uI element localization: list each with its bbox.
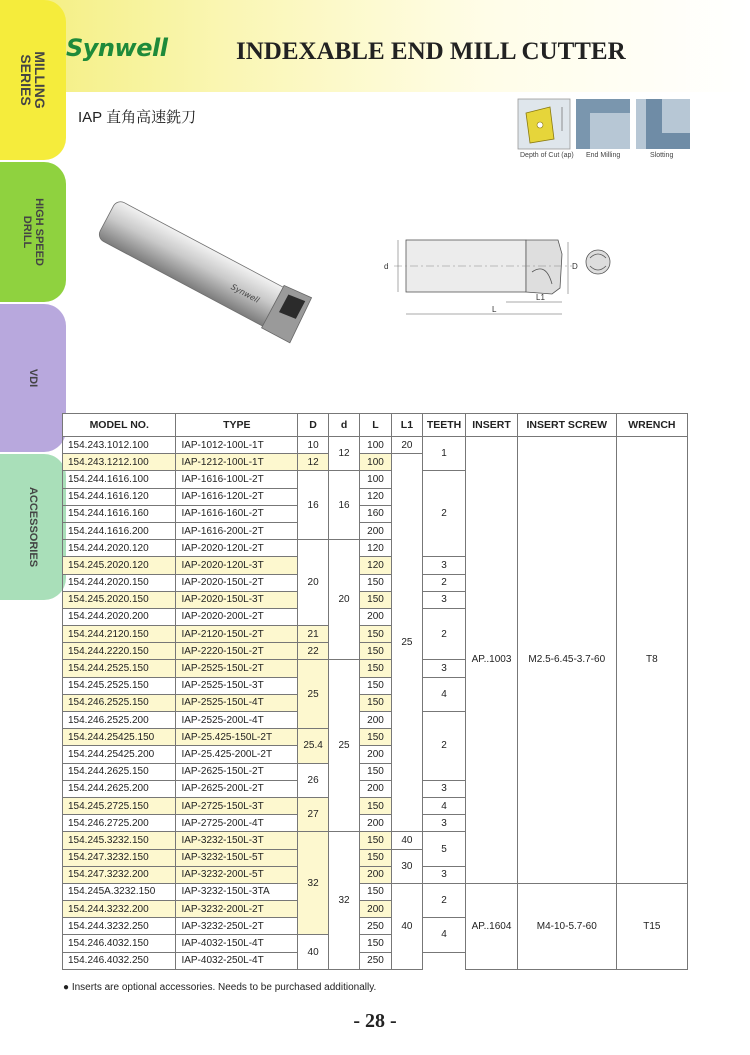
length-cell: 150	[360, 849, 392, 866]
type-cell: IAP-2020-150L-3T	[176, 591, 298, 608]
type-cell: IAP-1616-160L-2T	[176, 505, 298, 522]
model-cell: 154.246.4032.250	[63, 952, 176, 969]
model-cell: 154.246.2725.200	[63, 815, 176, 832]
model-cell: 154.244.2525.150	[63, 660, 176, 677]
length-cell: 120	[360, 557, 392, 574]
teeth-cell: 3	[422, 591, 465, 608]
L1-cell: 30	[391, 849, 422, 883]
length-cell: 200	[360, 712, 392, 729]
table-row	[63, 883, 688, 900]
page-title: INDEXABLE END MILL CUTTER	[236, 38, 626, 65]
L1-cell: 40	[391, 883, 422, 969]
length-cell: 250	[360, 918, 392, 935]
tool-shank	[97, 199, 294, 332]
model-cell: 154.244.2020.200	[63, 608, 176, 625]
length-cell: 150	[360, 883, 392, 900]
d-cell: 12	[329, 437, 360, 471]
header-D: D	[298, 414, 329, 437]
header-d: d	[329, 414, 360, 437]
type-cell: IAP-2525-150L-3T	[176, 677, 298, 694]
type-cell: IAP-2525-150L-2T	[176, 660, 298, 677]
model-cell: 154.244.2625.200	[63, 780, 176, 797]
type-cell: IAP-2725-200L-4T	[176, 815, 298, 832]
type-cell: IAP-2525-150L-4T	[176, 694, 298, 711]
type-cell: IAP-25.425-200L-2T	[176, 746, 298, 763]
table-body	[63, 437, 688, 970]
length-cell: 150	[360, 677, 392, 694]
D-cell: 32	[298, 832, 329, 935]
page-number: - 28 -	[353, 1010, 397, 1032]
footnote: ● Inserts are optional accessories. Needs to be purchased additionally.	[63, 982, 377, 993]
type-cell: IAP-2725-150L-3T	[176, 797, 298, 814]
D-cell: 20	[298, 540, 329, 626]
length-cell: 100	[360, 454, 392, 471]
type-cell: IAP-2020-200L-2T	[176, 608, 298, 625]
tab-vdi[interactable]	[0, 304, 66, 452]
model-cell: 154.245.2020.150	[63, 591, 176, 608]
model-cell: 154.245.2525.150	[63, 677, 176, 694]
type-cell: IAP-2120-150L-2T	[176, 626, 298, 643]
D-cell: 10	[298, 437, 329, 454]
length-cell: 150	[360, 832, 392, 849]
type-cell: IAP-4032-150L-4T	[176, 935, 298, 952]
type-cell: IAP-2020-120L-3T	[176, 557, 298, 574]
model-cell: 154.246.2525.200	[63, 712, 176, 729]
model-cell: 154.244.2020.150	[63, 574, 176, 591]
D-cell: 16	[298, 471, 329, 540]
L1-cell: 40	[391, 832, 422, 849]
teeth-cell: 4	[422, 677, 465, 711]
model-cell: 154.244.1616.200	[63, 522, 176, 539]
model-cell: 154.243.1012.100	[63, 437, 176, 454]
header-type: TYPE	[176, 414, 298, 437]
model-cell: 154.244.1616.100	[63, 471, 176, 488]
D-cell: 40	[298, 935, 329, 969]
screw-cell: M2.5-6.45-3.7-60	[517, 437, 616, 884]
teeth-cell: 5	[422, 832, 465, 866]
label-L1: L1	[536, 293, 545, 302]
model-cell: 154.247.3232.150	[63, 849, 176, 866]
teeth-cell: 2	[422, 608, 465, 660]
model-cell: 154.246.4032.150	[63, 935, 176, 952]
model-cell: 154.247.3232.200	[63, 866, 176, 883]
D-cell: 21	[298, 626, 329, 643]
label-d: d	[384, 262, 389, 271]
type-cell: IAP-2525-200L-4T	[176, 712, 298, 729]
D-cell: 12	[298, 454, 329, 471]
technical-drawing	[376, 232, 612, 324]
length-cell: 200	[360, 746, 392, 763]
type-cell: IAP-2020-120L-2T	[176, 540, 298, 557]
model-cell: 154.244.2120.150	[63, 626, 176, 643]
type-cell: IAP-2625-200L-2T	[176, 780, 298, 797]
length-cell: 120	[360, 540, 392, 557]
tab-milling-label: MILLING SERIES	[18, 51, 48, 109]
D-cell: 22	[298, 643, 329, 660]
type-cell: IAP-1212-100L-1T	[176, 454, 298, 471]
length-cell: 150	[360, 643, 392, 660]
screw-cell: M4-10-5.7-60	[517, 883, 616, 969]
type-cell: IAP-3232-150L-5T	[176, 849, 298, 866]
teeth-cell: 4	[422, 797, 465, 814]
caption-slotting: Slotting	[650, 152, 674, 159]
header-insert-screw: INSERT SCREW	[517, 414, 616, 437]
length-cell: 200	[360, 866, 392, 883]
d-cell: 32	[329, 832, 360, 970]
type-cell: IAP-1616-100L-2T	[176, 471, 298, 488]
model-cell: 154.244.2220.150	[63, 643, 176, 660]
tab-vdi-label: VDI	[27, 368, 39, 388]
type-cell: IAP-2625-150L-2T	[176, 763, 298, 780]
model-cell: 154.244.3232.250	[63, 918, 176, 935]
d-cell: 25	[329, 660, 360, 832]
teeth-cell: 2	[422, 471, 465, 557]
tab-drill-label: HIGH SPEED DRILL	[21, 198, 45, 266]
tab-high-speed-drill[interactable]	[0, 162, 66, 302]
model-cell: 154.244.2625.150	[63, 763, 176, 780]
D-cell: 27	[298, 797, 329, 831]
model-cell: 154.244.3232.200	[63, 901, 176, 918]
type-cell: IAP-2220-150L-2T	[176, 643, 298, 660]
teeth-cell: 1	[422, 437, 465, 471]
type-cell: IAP-2020-150L-2T	[176, 574, 298, 591]
length-cell: 150	[360, 935, 392, 952]
teeth-cell: 2	[422, 883, 465, 917]
header-L: L	[360, 414, 392, 437]
length-cell: 200	[360, 522, 392, 539]
wrench-cell: T8	[616, 437, 687, 884]
type-cell: IAP-3232-250L-2T	[176, 918, 298, 935]
tab-milling-series[interactable]	[0, 0, 66, 160]
length-cell: 150	[360, 797, 392, 814]
model-cell: 154.245A.3232.150	[63, 883, 176, 900]
tool-photo	[86, 188, 322, 352]
table-header-row	[63, 414, 688, 437]
length-cell: 150	[360, 660, 392, 677]
teeth-cell: 3	[422, 815, 465, 832]
D-cell: 25	[298, 660, 329, 729]
teeth-cell: 3	[422, 660, 465, 677]
label-D: D	[572, 262, 578, 271]
model-cell: 154.245.2020.120	[63, 557, 176, 574]
length-cell: 150	[360, 574, 392, 591]
D-cell: 25.4	[298, 729, 329, 763]
L1-cell: 25	[391, 454, 422, 832]
type-cell: IAP-25.425-150L-2T	[176, 729, 298, 746]
length-cell: 150	[360, 694, 392, 711]
length-cell: 100	[360, 437, 392, 454]
header-model: MODEL NO.	[63, 414, 176, 437]
type-cell: IAP-1616-200L-2T	[176, 522, 298, 539]
product-subtitle: IAP 直角高速銑刀	[78, 109, 197, 126]
length-cell: 150	[360, 729, 392, 746]
length-cell: 200	[360, 901, 392, 918]
wrench-cell: T15	[616, 883, 687, 969]
type-cell: IAP-3232-150L-3TA	[176, 883, 298, 900]
length-cell: 100	[360, 471, 392, 488]
model-cell: 154.244.25425.200	[63, 746, 176, 763]
length-cell: 250	[360, 952, 392, 969]
tab-accessories[interactable]	[0, 454, 66, 600]
teeth-cell: 4	[422, 918, 465, 952]
type-cell: IAP-1616-120L-2T	[176, 488, 298, 505]
length-cell: 200	[360, 608, 392, 625]
table-row	[63, 437, 688, 454]
type-cell: IAP-3232-150L-3T	[176, 832, 298, 849]
length-cell: 200	[360, 815, 392, 832]
model-cell: 154.244.2020.120	[63, 540, 176, 557]
header-wrench: WRENCH	[616, 414, 687, 437]
model-cell: 154.245.2725.150	[63, 797, 176, 814]
header-L1: L1	[391, 414, 422, 437]
length-cell: 150	[360, 591, 392, 608]
label-L: L	[492, 305, 497, 314]
drawing-head	[526, 240, 562, 294]
header-insert: INSERT	[466, 414, 518, 437]
type-cell: IAP-1012-100L-1T	[176, 437, 298, 454]
teeth-cell: 3	[422, 557, 465, 574]
insert-cell: AP..1003	[466, 437, 518, 884]
teeth-cell: 3	[422, 780, 465, 797]
teeth-cell: 2	[422, 574, 465, 591]
caption-end-milling: End Milling	[586, 152, 621, 159]
spec-table	[62, 413, 688, 970]
insert-hole	[537, 122, 543, 128]
teeth-cell: 2	[422, 712, 465, 781]
model-cell: 154.244.25425.150	[63, 729, 176, 746]
type-cell: IAP-3232-200L-2T	[176, 901, 298, 918]
type-cell: IAP-3232-200L-5T	[176, 866, 298, 883]
cut-diagrams	[516, 97, 692, 151]
model-cell: 154.245.3232.150	[63, 832, 176, 849]
caption-depth-of-cut: Depth of Cut (ap)	[520, 152, 574, 159]
L1-cell: 20	[391, 437, 422, 454]
d-cell: 16	[329, 471, 360, 540]
model-cell: 154.244.1616.120	[63, 488, 176, 505]
tab-accessories-label: ACCESSORIES	[27, 486, 39, 568]
type-cell: IAP-4032-250L-4T	[176, 952, 298, 969]
length-cell: 160	[360, 505, 392, 522]
tool-marking: Synwell	[229, 282, 261, 305]
length-cell: 150	[360, 626, 392, 643]
model-cell: 154.243.1212.100	[63, 454, 176, 471]
header-teeth: TEETH	[422, 414, 465, 437]
length-cell: 150	[360, 763, 392, 780]
D-cell: 26	[298, 763, 329, 797]
model-cell: 154.246.2525.150	[63, 694, 176, 711]
model-cell: 154.244.1616.160	[63, 505, 176, 522]
length-cell: 200	[360, 780, 392, 797]
length-cell: 120	[360, 488, 392, 505]
insert-cell: AP..1604	[466, 883, 518, 969]
d-cell: 20	[329, 540, 360, 660]
teeth-cell: 3	[422, 866, 465, 883]
brand-logo: Synwell	[66, 34, 168, 62]
